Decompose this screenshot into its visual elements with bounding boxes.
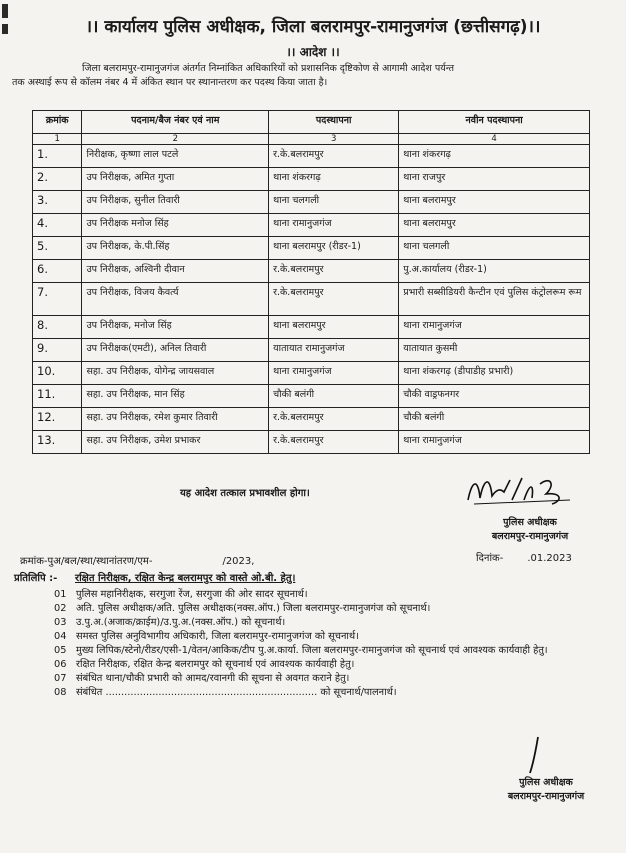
new-posting-cell: थाना राजपुर <box>399 168 590 191</box>
current-posting-cell: यातायात रामानुजगंज <box>269 339 399 362</box>
table-row <box>33 408 590 431</box>
serial-cell: 12. <box>33 408 82 431</box>
list-item-number: 03 <box>54 617 67 628</box>
list-item-number: 08 <box>54 687 67 698</box>
list-item <box>54 588 594 602</box>
current-posting-cell: र.के.बलरामपुर <box>269 408 399 431</box>
name-cell: सहा. उप निरीक्षक, मान सिंह <box>82 385 269 408</box>
signature-block-1 <box>470 516 590 544</box>
signature-2 <box>520 735 550 775</box>
memo-number-text: क्रमांक-पुअ/बल/स्था/स्थानांतरण/एम- <box>20 556 153 567</box>
new-posting-cell: चौकी बलंगी <box>399 408 590 431</box>
table-row <box>33 191 590 214</box>
new-posting-cell: थाना चलगली <box>399 237 590 260</box>
list-item <box>54 630 594 644</box>
new-posting-cell: पु.अ.कार्यालय (रीडर-1) <box>399 260 590 283</box>
list-item-text: उ.पु.अ.(अजाक/क्राईम)/उ.पु.अ.(नक्स.ऑप.) को सूचनार्थ। <box>76 617 286 628</box>
name-cell: सहा. उप निरीक्षक, रमेश कुमार तिवारी <box>82 408 269 431</box>
signatory-district: बलरामपुर-रामानुजगंज <box>491 531 569 542</box>
list-item-text: पुलिस महानिरीक्षक, सरगुजा रेंज, सरगुजा की ओर सादर सूचनार्थ। <box>76 589 308 600</box>
current-posting-cell: र.के.बलरामपुर <box>269 145 399 168</box>
new-posting-cell: थाना बलरामपुर <box>399 191 590 214</box>
serial-cell: 7. <box>33 283 82 316</box>
signatory-district: बलरामपुर-रामानुजगंज <box>507 791 585 802</box>
new-posting-cell: चौकी वाड्रफनगर <box>399 385 590 408</box>
name-cell: उप निरीक्षक(एमटी), अनिल तिवारी <box>82 339 269 362</box>
list-item <box>54 602 594 616</box>
header-current-posting: पदस्थापना <box>269 111 399 134</box>
col-number: 2 <box>82 134 269 145</box>
header-new-posting: नवीन पदस्थापना <box>399 111 590 134</box>
column-number-row <box>33 134 590 145</box>
name-cell: उप निरीक्षक, विजय कैवर्त्य <box>82 283 269 316</box>
current-posting-cell: र.के.बलरामपुर <box>269 431 399 454</box>
name-cell: उप निरीक्षक, अश्विनी दीवान <box>82 260 269 283</box>
name-cell: सहा. उप निरीक्षक, उमेश प्रभाकर <box>82 431 269 454</box>
current-posting-cell: थाना शंकरगढ़ <box>269 168 399 191</box>
list-item-number: 05 <box>54 645 67 656</box>
serial-cell: 13. <box>33 431 82 454</box>
col-number: 1 <box>33 134 82 145</box>
list-item-number: 04 <box>54 631 67 642</box>
serial-cell: 3. <box>33 191 82 214</box>
signatory-designation: पुलिस अधीक्षक <box>519 777 573 788</box>
list-item <box>54 686 594 700</box>
list-item <box>54 658 594 672</box>
table-row <box>33 283 590 316</box>
serial-cell: 1. <box>33 145 82 168</box>
name-cell: उप निरीक्षक, सुनील तिवारी <box>82 191 269 214</box>
serial-cell: 9. <box>33 339 82 362</box>
table-header-row <box>33 111 590 134</box>
col-number: 3 <box>269 134 399 145</box>
header-name: पदनाम/बैज नंबर एवं नाम <box>82 111 269 134</box>
copy-label: प्रतिलिपि :- <box>14 573 58 584</box>
effective-statement: यह आदेश तत्काल प्रभावशील होगा। <box>180 488 310 499</box>
serial-cell: 10. <box>33 362 82 385</box>
memo-date <box>476 550 572 564</box>
serial-cell: 4. <box>33 214 82 237</box>
list-item-text: संबंधित थाना/चौकी प्रभारी को आमद/रवानगी की सूचना से अवगत कराने हेतु। <box>76 673 350 684</box>
table-row <box>33 316 590 339</box>
memo-year: /2023, <box>222 556 255 567</box>
list-item <box>54 644 594 658</box>
current-posting-cell: र.के.बलरामपुर <box>269 283 399 316</box>
current-posting-cell: थाना बलरामपुर (रीडर-1) <box>269 237 399 260</box>
current-posting-cell: चौकी बलंगी <box>269 385 399 408</box>
list-item-text: संबंधित .................................................................... को सूचनार्थ/पालनार्थ। <box>76 687 397 698</box>
new-posting-cell: थाना बलरामपुर <box>399 214 590 237</box>
office-title: ।। कार्यालय पुलिस अधीक्षक, जिला बलरामपुर-रामानुजगंज (छत्तीसगढ़)।। <box>85 17 541 37</box>
table-row <box>33 168 590 191</box>
new-posting-cell: थाना रामानुजगंज <box>399 431 590 454</box>
col-number: 4 <box>399 134 590 145</box>
serial-cell: 5. <box>33 237 82 260</box>
current-posting-cell: थाना रामानुजगंज <box>269 362 399 385</box>
table-row <box>33 214 590 237</box>
memo-number <box>20 553 254 567</box>
header-serial: क्रमांक <box>33 111 82 134</box>
table-row <box>33 339 590 362</box>
name-cell: निरीक्षक, कृष्णा लाल पटले <box>82 145 269 168</box>
signatory-designation: पुलिस अधीक्षक <box>503 517 557 528</box>
list-item-text: रक्षित निरीक्षक, रक्षित केन्द्र बलरामपुर को सूचनार्थ एवं आवश्यक कार्यवाही हेतु। <box>76 659 355 670</box>
serial-cell: 11. <box>33 385 82 408</box>
new-posting-cell: थाना शंकरगढ़ (डीपाडीह प्रभारी) <box>399 362 590 385</box>
table-row <box>33 362 590 385</box>
transfer-table <box>32 110 590 454</box>
signature-1 <box>460 470 590 510</box>
copy-main-recipient: रक्षित निरीक्षक, रक्षित केन्द्र बलरामपुर को वास्ते ओ.बी. हेतु। <box>75 573 296 584</box>
new-posting-cell: यातायात कुसमी <box>399 339 590 362</box>
intro-paragraph <box>12 62 612 90</box>
list-item-text: अति. पुलिस अधीक्षक/अति. पुलिस अधीक्षक(नक्स.ऑप.) जिला बलरामपुर-रामानुजगंज को सूचनार्थ। <box>76 603 431 614</box>
name-cell: उप निरीक्षक, के.पी.सिंह <box>82 237 269 260</box>
intro-line-1: जिला बलरामपुर-रामानुजगंज अंतर्गत निम्नांकित अधिकारियों को प्रशासनिक दृष्टिकोण से आगामी आदेश पर्यन्त <box>82 63 455 74</box>
table-row <box>33 237 590 260</box>
table-row <box>33 431 590 454</box>
current-posting-cell: थाना रामानुजगंज <box>269 214 399 237</box>
table-row <box>33 145 590 168</box>
new-posting-cell: प्रभारी सब्सीडियरी कैन्टीन एवं पुलिस कंट्रोलरूम रूम <box>399 283 590 316</box>
list-item-number: 02 <box>54 603 67 614</box>
name-cell: उप निरीक्षक, अमित गुप्ता <box>82 168 269 191</box>
new-posting-cell: थाना रामानुजगंज <box>399 316 590 339</box>
name-cell: सहा. उप निरीक्षक, योगेन्द्र जायसवाल <box>82 362 269 385</box>
intro-line-2: तक अस्थाई रूप से कॉलम नंबर 4 में अंकित स्थान पर स्थानान्तरण कर पदस्थ किया जाता है। <box>12 77 328 88</box>
list-item-number: 06 <box>54 659 67 670</box>
current-posting-cell: थाना बलरामपुर <box>269 316 399 339</box>
memo-date-label: दिनांक- <box>476 553 504 564</box>
list-item-text: समस्त पुलिस अनुविभागीय अधिकारी, जिला बलरामपुर-रामानुजगंज को सूचनार्थ। <box>76 631 359 642</box>
list-item <box>54 672 594 686</box>
table-row <box>33 385 590 408</box>
serial-cell: 8. <box>33 316 82 339</box>
copy-recipient-list <box>54 588 594 700</box>
name-cell: उप निरीक्षक, मनोज सिंह <box>82 316 269 339</box>
new-posting-cell: थाना शंकरगढ़ <box>399 145 590 168</box>
serial-cell: 2. <box>33 168 82 191</box>
serial-cell: 6. <box>33 260 82 283</box>
list-item <box>54 616 594 630</box>
list-item-number: 07 <box>54 673 67 684</box>
current-posting-cell: थाना चलगली <box>269 191 399 214</box>
order-heading: ।। आदेश ।। <box>286 45 340 59</box>
signature-block-2 <box>486 776 606 804</box>
current-posting-cell: र.के.बलरामपुर <box>269 260 399 283</box>
list-item-text: मुख्य लिपिक/स्टेनो/रीडर/एसी-1/वेतन/आकिक/टीप पु.अ.कार्या. जिला बलरामपुर-रामानुजगंज को सूचनार्थ एवं आवश्यक कार्यवाही हेतु। <box>76 645 548 656</box>
table-row <box>33 260 590 283</box>
name-cell: उप निरीक्षक मनोज सिंह <box>82 214 269 237</box>
list-item-number: 01 <box>54 589 67 600</box>
memo-date-value: .01.2023 <box>527 553 572 564</box>
